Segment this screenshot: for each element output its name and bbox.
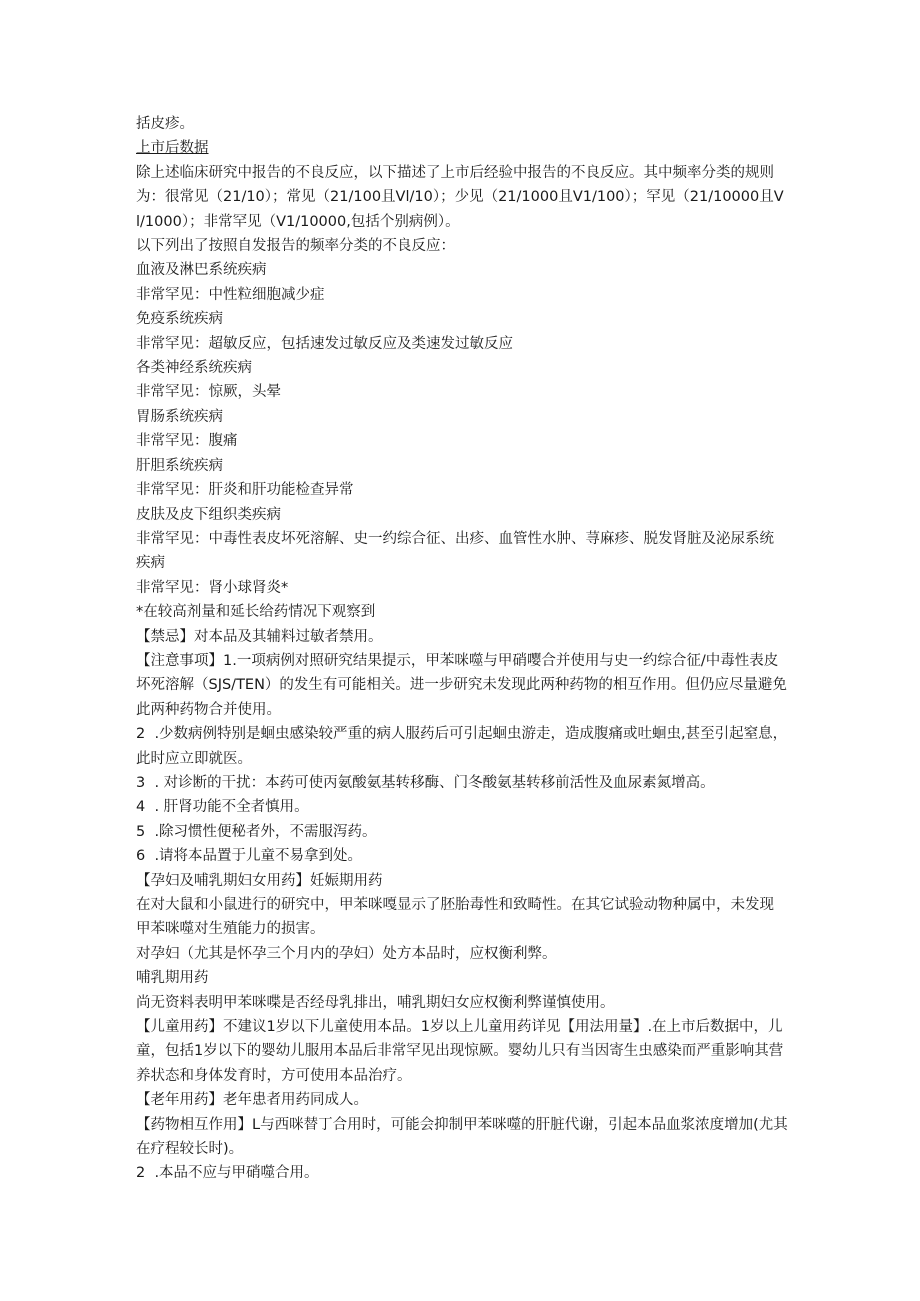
precautions-3: 3 . 对诊断的干扰：本药可使丙氨酸氨基转移酶、门冬酸氨基转移前活性及血尿素氮增高。 [136,774,715,791]
category-heading: 肝胆系统疾病 [136,457,223,474]
category-heading: 血液及淋巴系统疾病 [136,262,267,279]
category-heading: 哺乳期用药 [136,970,209,987]
text-line: 非常罕见：超敏反应，包括速发过敏反应及类速发过敏反应 [136,335,513,352]
precautions-4: 4 . 肝肾功能不全者慎用。 [136,799,309,816]
paragraph: 非常罕见：中毒性表皮坏死溶解、史一约综合征、出疹、血管性水肿、荨麻疹、脱发肾脏及泌尿系统疾病 [136,530,774,572]
document-body [136,112,788,1186]
geriatric-use: 【老年用药】老年患者用药同成人。 [136,1092,368,1109]
precautions-5: 5 .除习惯性便秘者外，不需服泻药。 [136,823,377,840]
pediatric-use: 【儿童用药】不建议1岁以下儿童使用本品。1岁以上儿童用药详见【用法用量】.在上市后数据中，儿童，包括1岁以下的婴幼儿服用本品后非常罕见出现惊厥。婴幼儿只有当因寄生虫感染而严重影响其营养状态和身体发育时，方可使用本品治疗。 [136,1019,784,1084]
text-line: 非常罕见：惊厥，头晕 [136,384,281,401]
text-line: 非常罕见：中性粒细胞减少症 [136,286,325,303]
drug-interactions-2: 2 .本品不应与甲硝噬合用。 [136,1165,319,1182]
section-heading-post-market: 上市后数据 [136,140,209,157]
text-line: 以下列出了按照自发报告的频率分类的不良反应： [136,238,455,255]
contraindications: 【禁忌】对本品及其辅料过敏者禁用。 [136,628,383,645]
footnote: *在较高剂量和延长给药情况下观察到 [136,604,376,621]
category-heading: 各类神经系统疾病 [136,360,252,377]
paragraph: 在对大鼠和小鼠进行的研究中，甲苯咪嘎显示了胚胎毒性和致畸性。在其它试验动物种属中，未发现甲苯咪噬对生殖能力的损害。 [136,897,774,938]
precautions-1: 【注意事项】1.一项病例对照研究结果提示，甲苯咪噬与甲硝嘤合并使用与史一约综合征/中毒性表皮坏死溶解（SJS/TEN）的发生有可能相关。进一步研究未发现此两种药物的相互作用。但仍应尽量避免此两种药物合并使用。 [136,652,787,718]
category-heading: 免疫系统疾病 [136,311,223,328]
paragraph: 除上述临床研究中报告的不良反应，以下描述了上市后经验中报告的不良反应。其中频率分类的规则为：很常见（21/10）；常见（21/100且Vl/10）；少见（21/1000且V1/100）；罕见（21/10000且Vl/1000）；非常罕见（V1/10000,包括个别病例）。 [136,164,784,230]
text-line: 非常罕见：腹痛 [136,433,238,450]
precautions-6: 6 .请将本品置于儿童不易拿到处。 [136,848,363,865]
category-heading: 皮肤及皮下组织类疾病 [136,506,281,523]
drug-interactions-1: 【药物相互作用】L与西咪替丁合用时，可能会抑制甲苯咪噬的肝脏代谢，引起本品血浆浓度增加(尤其在疗程较长时)。 [136,1116,788,1158]
text-line: 括皮疹。 [136,116,194,132]
precautions-2: 2 .少数病例特别是蛔虫感染较严重的病人服药后可引起蛔虫游走，造成腹痛或吐蛔虫,甚至引起窒息，此时应立即就医。 [136,726,788,767]
category-heading: 胃肠系统疾病 [136,408,223,425]
text-line: 非常罕见：肾小球肾炎* [136,579,289,596]
text-line: 尚无资料表明甲苯咪喋是否经母乳排出，哺乳期妇女应权衡利弊谨慎使用。 [136,994,615,1011]
text-line: 对孕妇（尤其是怀孕三个月内的孕妇）处方本品时，应权衡利弊。 [136,945,557,962]
text-line: 非常罕见：肝炎和肝功能检查异常 [136,482,354,499]
pregnancy-heading: 【孕妇及哺乳期妇女用药】妊娠期用药 [136,872,383,889]
